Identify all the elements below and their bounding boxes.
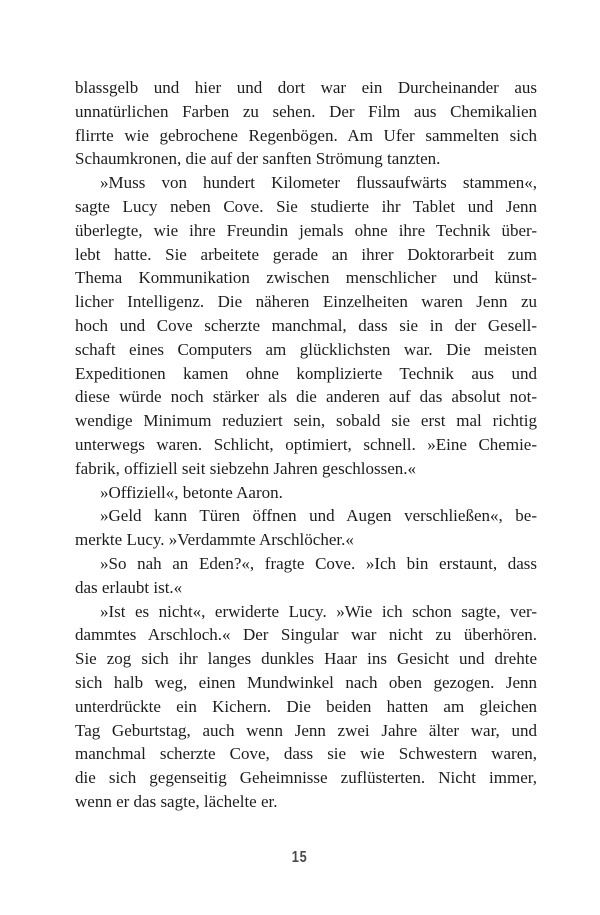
text-line: flirrte wie gebrochene Regenbögen. Am Ufer sammelten sich [75,125,537,145]
text-line: manchmal scherzte Cove, dass sie wie Schwestern waren, [75,744,537,764]
text-line: unterdrückte ein Kichern. Die beiden hatten am gleichen [75,696,537,716]
text-line: diese würde noch stärker als die anderen auf das absolut not- [75,387,537,407]
text-line: überlegte, wie ihre Freundin jemals ohne ihre Technik über- [75,220,537,240]
text-line: schaft eines Computers am glücklichsten war. Die meisten [75,339,537,359]
text-line: »So nah an Eden?«, fragte Cove. »Ich bin erstaunt, dass [100,553,537,573]
text-line: »Ist es nicht«, erwiderte Lucy. »Wie ich schon sagte, ver- [100,601,537,621]
page-footer [0,849,600,867]
paragraph [75,481,537,505]
text-block [75,76,537,814]
text-line: merkte Lucy. »Verdammte Arschlöcher.« [75,530,354,550]
text-line: lebt hatte. Sie arbeitete gerade an ihrer Doktorarbeit zum [75,244,537,264]
text-line: licher Intelligenz. Die näheren Einzelheiten waren Jenn zu [75,292,537,312]
text-line: sagte Lucy neben Cove. Sie studierte ihr Tablet und Jenn [75,196,537,216]
text-line: dammtes Arschloch.« Der Singular war nicht zu überhören. [75,625,537,645]
text-line: Thema Kommunikation zwischen menschlicher und künst- [75,268,537,288]
paragraph [75,600,537,814]
text-line: Tag Geburtstag, auch wenn Jenn zwei Jahre älter war, und [75,720,537,740]
text-line: wenn er das sagte, lächelte er. [75,791,278,811]
paragraph [75,76,537,171]
paragraph [75,171,537,480]
text-line: die sich gegenseitig Geheimnisse zuflüsterten. Nicht immer, [75,768,537,788]
paragraph [75,504,537,552]
text-line: wendige Minimum reduziert sein, sobald sie erst mal richtig [75,411,537,431]
text-line: hoch und Cove scherzte manchmal, dass sie in der Gesell- [75,315,537,335]
text-line: »Offiziell«, betonte Aaron. [100,482,283,502]
text-line: »Muss von hundert Kilometer flussaufwärts stammen«, [100,173,537,193]
text-line: sich halb weg, einen Mundwinkel nach oben gezogen. Jenn [75,672,537,692]
text-line: »Geld kann Türen öffnen und Augen verschließen«, be- [100,506,537,526]
text-line: blassgelb und hier und dort war ein Durcheinander aus [75,78,537,97]
text-line: unterwegs waren. Schlicht, optimiert, schnell. »Eine Chemie- [75,434,537,454]
text-line: unnatürlichen Farben zu sehen. Der Film aus Chemikalien [75,101,537,121]
paragraph [75,552,537,600]
text-line: fabrik, offiziell seit siebzehn Jahren geschlossen.« [75,458,416,478]
text-line: das erlaubt ist.« [75,577,183,597]
text-line: Schaumkronen, die auf der sanften Strömung tanzten. [75,149,441,169]
text-line: Sie zog sich ihr langes dunkles Haar ins Gesicht und drehte [75,649,537,669]
text-line: Expeditionen kamen ohne komplizierte Technik aus und [75,363,537,383]
page-number: 15 [292,849,308,866]
